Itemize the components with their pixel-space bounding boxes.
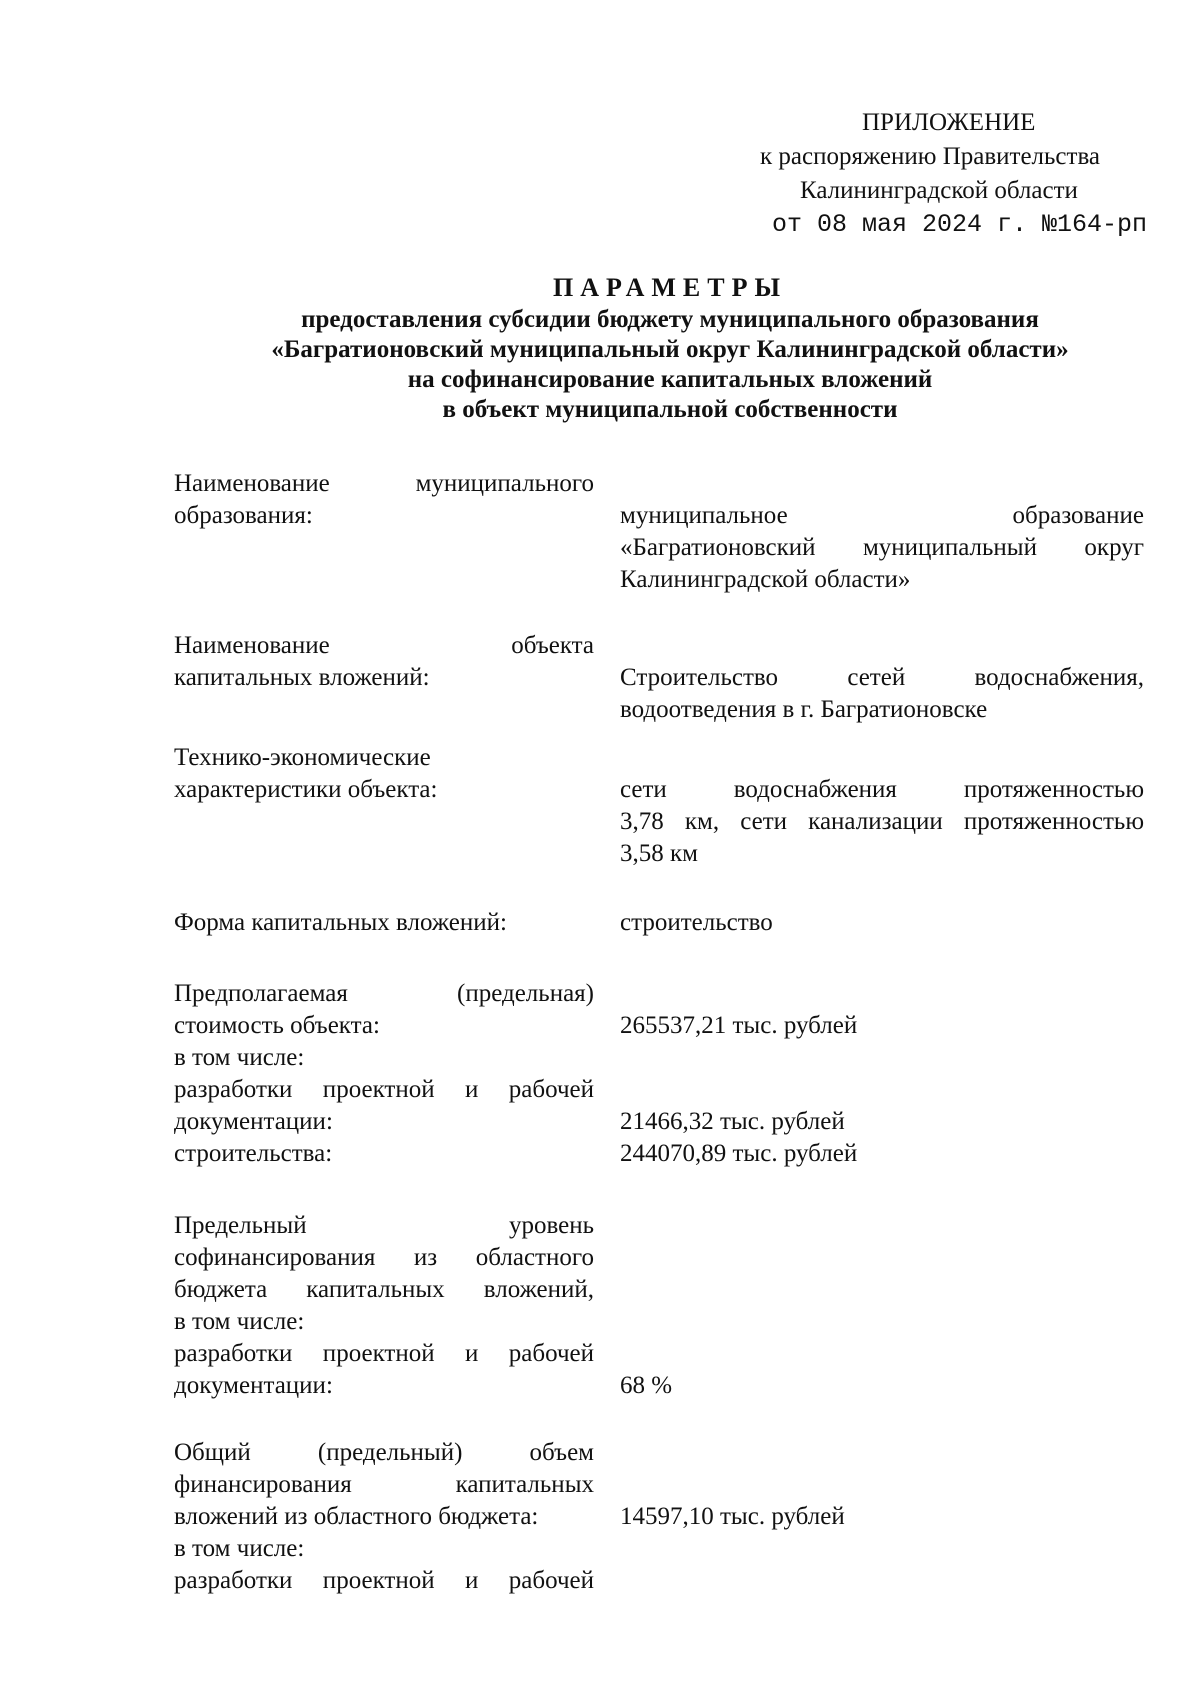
param-value-docs bbox=[620, 1370, 1144, 1402]
param-value bbox=[620, 500, 1144, 596]
param-label bbox=[174, 630, 594, 694]
label-line: в том числе: bbox=[174, 1044, 305, 1071]
label-line: в том числе: bbox=[174, 1308, 305, 1335]
label-line: в том числе: bbox=[174, 1535, 305, 1562]
label-line: бюджета капитальных вложений, bbox=[174, 1276, 594, 1303]
value-line: сети водоснабжения протяженностью bbox=[620, 776, 1144, 803]
label-line: Наименование муниципального bbox=[174, 470, 594, 497]
label-line: вложений из областного бюджета: bbox=[174, 1503, 539, 1530]
label-line: Предполагаемая (предельная) bbox=[174, 980, 594, 1007]
value-line: 244070,89 тыс. рублей bbox=[620, 1140, 858, 1167]
param-value bbox=[620, 774, 1144, 870]
param-value bbox=[620, 662, 1144, 726]
label-line: финансирования капитальных bbox=[174, 1471, 594, 1498]
param-label bbox=[174, 742, 594, 806]
label-line: Технико-экономические bbox=[174, 744, 431, 771]
param-label bbox=[174, 1437, 594, 1597]
appendix-line-region: Калининградской области bbox=[800, 177, 1078, 204]
value-line: 3,78 км, сети канализации протяженностью bbox=[620, 808, 1144, 835]
label-line: характеристики объекта: bbox=[174, 776, 438, 803]
title-main: ПАРАМЕТРЫ bbox=[553, 273, 787, 302]
value-line: Калининградской области» bbox=[620, 566, 911, 593]
param-value-docs bbox=[620, 1106, 1144, 1138]
param-label bbox=[174, 978, 594, 1170]
title-line-3: на софинансирование капитальных вложений bbox=[407, 366, 933, 393]
title-line-4: в объект муниципальной собственности bbox=[442, 396, 898, 423]
appendix-title: ПРИЛОЖЕНИЕ bbox=[862, 109, 1036, 136]
value-line: 21466,32 тыс. рублей bbox=[620, 1108, 845, 1135]
param-value bbox=[620, 907, 1144, 939]
label-line: строительства: bbox=[174, 1140, 333, 1167]
label-line: Предельный уровень bbox=[174, 1212, 594, 1239]
label-line: документации: bbox=[174, 1372, 333, 1399]
param-value-total bbox=[620, 1501, 1144, 1533]
label-line: образования: bbox=[174, 502, 313, 529]
param-value-total bbox=[620, 1010, 1144, 1042]
document-title bbox=[0, 273, 1200, 425]
value-line: Строительство сетей водоснабжения, bbox=[620, 664, 1144, 691]
value-line: 265537,21 тыс. рублей bbox=[620, 1012, 858, 1039]
param-value-construction bbox=[620, 1138, 1144, 1170]
value-line: муниципальное образование bbox=[620, 502, 1144, 529]
title-line-1: предоставления субсидии бюджету муниципального образования bbox=[301, 306, 1039, 333]
label-line: Наименование объекта bbox=[174, 632, 594, 659]
title-line-2: «Багратионовский муниципальный округ Калининградской области» bbox=[271, 336, 1069, 363]
label-line: документации: bbox=[174, 1108, 333, 1135]
value-line: водоотведения в г. Багратионовске bbox=[620, 696, 988, 723]
label-line: разработки проектной и рабочей bbox=[174, 1340, 594, 1367]
appendix-line-date-number: от 08 мая 2024 г. №164-рп bbox=[772, 210, 1148, 239]
label-line: капитальных вложений: bbox=[174, 664, 430, 691]
value-line: 68 % bbox=[620, 1372, 673, 1399]
label-line: софинансирования из областного bbox=[174, 1244, 594, 1271]
value-line: 3,58 км bbox=[620, 840, 698, 867]
label-line: разработки проектной и рабочей bbox=[174, 1076, 594, 1103]
value-line: 14597,10 тыс. рублей bbox=[620, 1503, 845, 1530]
label-line: Форма капитальных вложений: bbox=[174, 909, 507, 936]
param-label bbox=[174, 1210, 594, 1402]
label-line: разработки проектной и рабочей bbox=[174, 1567, 594, 1594]
param-label bbox=[174, 468, 594, 532]
param-label bbox=[174, 907, 594, 939]
label-line: Общий (предельный) объем bbox=[174, 1439, 594, 1466]
value-line: строительство bbox=[620, 909, 773, 936]
label-line: стоимость объекта: bbox=[174, 1012, 380, 1039]
value-line: «Багратионовский муниципальный округ bbox=[620, 534, 1144, 561]
appendix-line-decree: к распоряжению Правительства bbox=[760, 143, 1101, 170]
